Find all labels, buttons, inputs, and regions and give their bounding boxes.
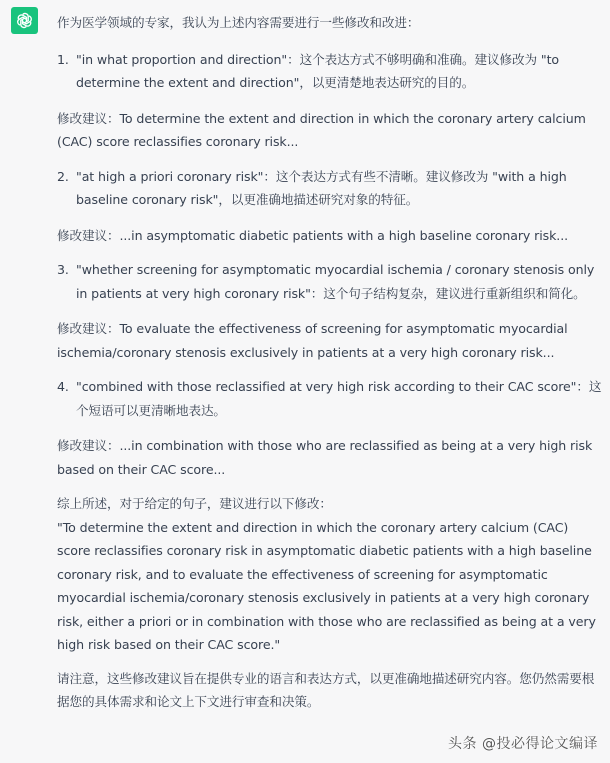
summary-lead: 综上所述，对于给定的句子，建议进行以下修改： xyxy=(57,496,332,511)
suggestion-text: 修改建议：To evaluate the effectiveness of screening for asymptomatic myocardial ischemia/coronary stenosis exclusively in patients at a very high coronary risk... xyxy=(57,321,568,360)
watermark: 头条 @投必得论文编译 xyxy=(448,736,598,752)
list-text: "combined with those reclassified at very high risk according to their CAC score"：这个短语可以更清晰地表达。 xyxy=(76,379,602,418)
list-item xyxy=(57,48,605,95)
openai-logo-icon xyxy=(15,11,34,30)
intro-text: 作为医学领域的专家，我认为上述内容需要进行一些修改和改进： xyxy=(57,15,420,30)
list-text: "at high a priori coronary risk"：这个表达方式有些不清晰。建议修改为 "with a high baseline coronary risk"，以更准确地描述研究对象的特征。 xyxy=(76,168,567,207)
summary-quote: "To determine the extent and direction in which the coronary artery calcium (CAC) score reclassifies coronary risk in asymptomatic diabetic patients with a high baseline coronary risk, and to evaluate the effectiveness of screening for asymptomatic myocardial ischemia/coronary stenosis exclusively in patients at a very high coronary risk, either a priori or in combination with those who are reclassified as being at a very high risk based on their CAC score." xyxy=(57,519,596,652)
list-number: 4. xyxy=(57,379,69,394)
suggestion-text: 修改建议：...in asymptomatic diabetic patients with a high baseline coronary risk... xyxy=(57,227,569,243)
list-item xyxy=(57,375,605,422)
notice-text: 请注意，这些修改建议旨在提供专业的语言和表达方式，以更准确地描述研究内容。您仍然需要根据您的具体需求和论文上下文进行审查和决策。 xyxy=(57,670,595,709)
list-text: "in what proportion and direction"：这个表达方式不够明确和准确。建议修改为 "to determine the extent and direction"，以更清楚地表达研究的目的。 xyxy=(76,51,560,90)
suggestion-text: 修改建议：...in combination with those who are reclassified as being at a very high risk based on their CAC score... xyxy=(57,438,593,477)
list-number: 1. xyxy=(57,51,69,67)
list-number: 2. xyxy=(57,168,69,184)
list-text: "whether screening for asymptomatic myocardial ischemia / coronary stenosis only in patients at very high coronary risk"：这个句子结构复杂，建议进行重新组织和简化。 xyxy=(76,262,595,301)
list-item xyxy=(57,258,605,305)
summary-block xyxy=(57,492,605,657)
list-item xyxy=(57,165,605,212)
list-number: 3. xyxy=(57,262,69,277)
message-content xyxy=(57,11,605,714)
suggestion-text: 修改建议：To determine the extent and direction in which the coronary artery calcium (CAC) score reclassifies coronary risk... xyxy=(57,110,586,149)
assistant-avatar xyxy=(11,7,38,34)
